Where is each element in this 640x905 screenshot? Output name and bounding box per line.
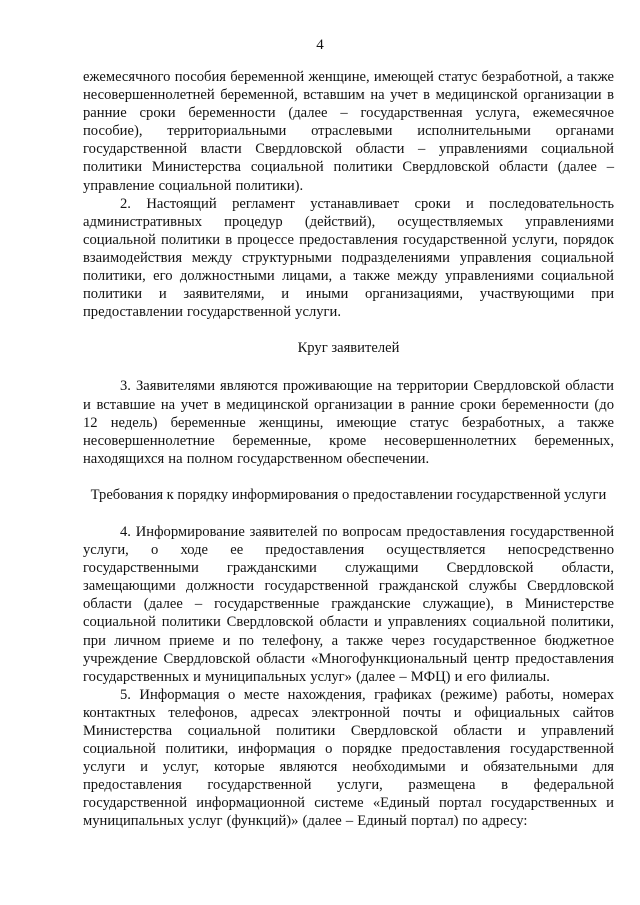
paragraph-2: 2. Настоящий регламент устанавливает сроки и последовательность административных процедур (действий), осуществляемых управлениями социальной политики в процессе предоставления государственной услуги, порядок взаимодействия между структурными подразделениями управления социальной политики, его должностными лицами, а также между управлениями социальной политики и заявителями, и иными организациями, участвующими при предоставлении государственной услуги. xyxy=(83,195,614,321)
spacer xyxy=(83,468,614,486)
spacer xyxy=(83,321,614,339)
section-heading-applicants: Круг заявителей xyxy=(297,340,400,357)
spacer xyxy=(83,357,614,377)
paragraph-3: 3. Заявителями являются проживающие на территории Свердловской области и вставшие на учет в медицинской организации в ранние сроки беременности (до 12 недель) беременные женщины, имеющие статус безработных, а также несовершеннолетние беременные, кроме несовершеннолетних беременных, находящихся на полном государственном обеспечении. xyxy=(83,378,614,467)
page-number: 4 xyxy=(316,37,324,53)
paragraph-continuation: ежемесячного пособия беременной женщине, имеющей статус безработной, а также несовершеннолетней беременной, вставшим на учет в медицинской организации в ранние сроки беременности (далее – государственная услуга, ежемесячное пособие), территориальными отраслевыми исполнительными органами государственной власти Свердловской области – управлениями социальной политики Министерства социальной политики Свердловской области (далее – управление социальной политики). xyxy=(83,69,614,194)
paragraph-4: 4. Информирование заявителей по вопросам предоставления государственной услуги, о ходе ее предоставления осуществляется непосредственно государственными гражданскими служащими Свердловской области, замещающими должности государственной гражданской службы Свердловской области (далее – государственные гражданские служащие), в Министерстве социальной политики Свердловской области и управлениях социальной политики, при личном приеме и по телефону, а также через государственное бюджетное учреждение Свердловской области «Многофункциональный центр предоставления государственных и муниципальных услуг» (далее – МФЦ) и его филиалы. xyxy=(83,523,614,685)
section-heading-informing: Требования к порядку информирования о предоставлении государственной услуги xyxy=(90,486,607,503)
paragraph-5: 5. Информация о месте нахождения, графиках (режиме) работы, номерах контактных телефонов, адресах электронной почты и официальных сайтов Министерства социальной политики Свердловской области и управлений социальной политики, информация о порядке предоставления государственной услуги и услуг, которые являются необходимыми и обязательными для предоставления государственной услуги, размещена в федеральной государственной информационной системе «Единый портал государственных и муниципальных услуг (функций)» (далее – Единый портал) по адресу: xyxy=(83,686,614,830)
spacer xyxy=(83,504,614,523)
document-body xyxy=(83,68,614,831)
